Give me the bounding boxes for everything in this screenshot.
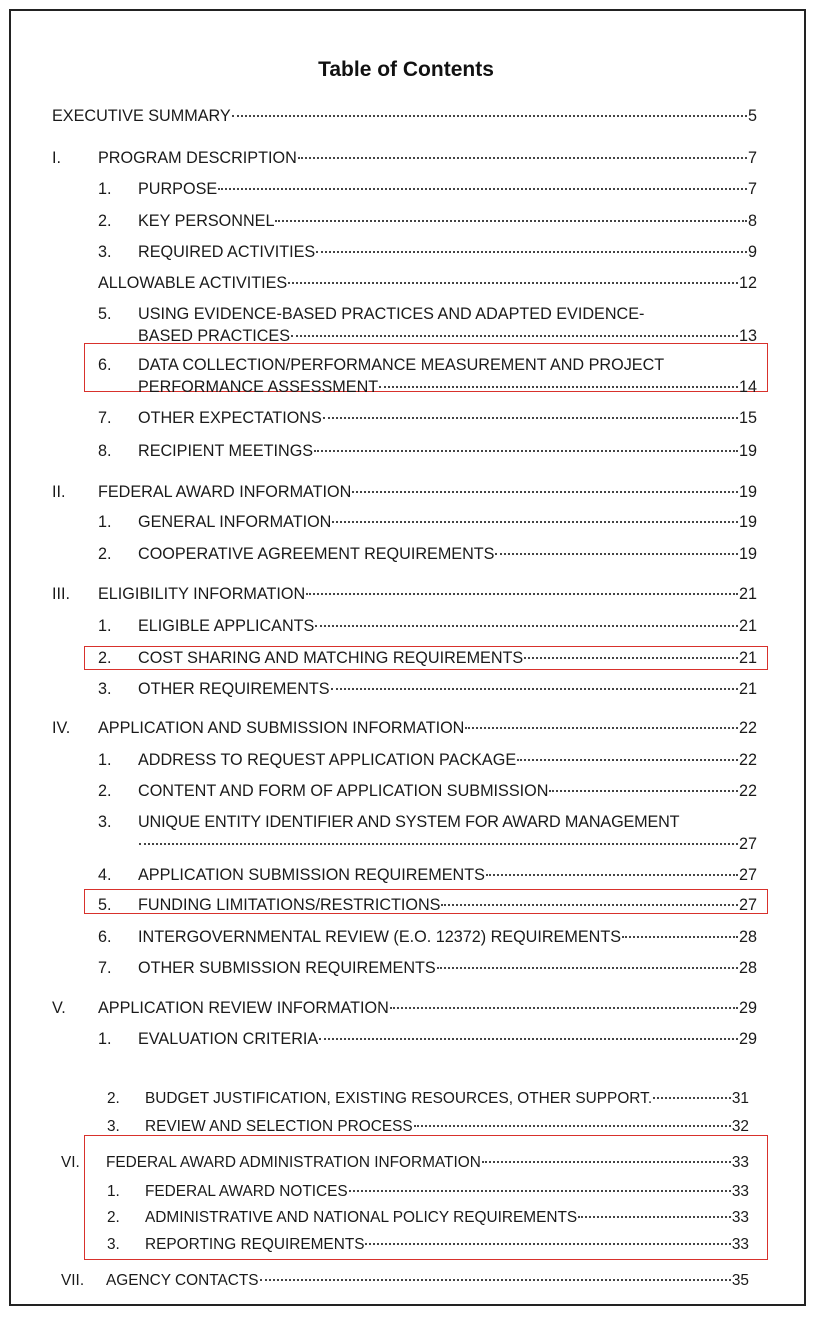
dot-leader	[653, 1083, 731, 1099]
toc-entry-page: 9	[747, 243, 757, 261]
toc-entry-intergovernmental-review[interactable]	[98, 926, 757, 947]
dot-leader	[349, 1176, 731, 1192]
dot-leader	[323, 403, 738, 419]
toc-entry-number: VII.	[61, 1272, 85, 1289]
toc-entry-number: 1.	[98, 513, 112, 531]
dot-leader	[275, 206, 747, 222]
toc-entry-title: PURPOSE	[138, 180, 218, 198]
dot-leader	[622, 922, 738, 938]
toc-entry-number: 8.	[98, 442, 112, 460]
dot-leader	[352, 477, 738, 493]
toc-entry-page: 29	[738, 999, 757, 1017]
toc-entry-page: 21	[738, 617, 757, 635]
toc-entry-page: 8	[747, 212, 757, 230]
dot-leader	[288, 268, 738, 284]
toc-entry-page: 27	[738, 835, 757, 853]
dot-leader	[441, 890, 738, 906]
toc-entry-number: VI.	[61, 1154, 80, 1171]
toc-entry-page: 33	[731, 1154, 749, 1171]
toc-entry-number: 3.	[107, 1236, 120, 1253]
toc-entry-recipient-meetings[interactable]	[98, 440, 757, 461]
toc-entry-other-expectations[interactable]	[98, 407, 757, 428]
dot-leader	[379, 372, 738, 388]
toc-entry-title: APPLICATION SUBMISSION REQUIREMENTS	[138, 866, 485, 884]
toc-entry-number: 7.	[98, 409, 112, 427]
toc-entry-federal-award-notices[interactable]	[107, 1180, 749, 1202]
toc-entry-title: FEDERAL AWARD INFORMATION	[98, 483, 352, 501]
toc-entry-number: 2.	[98, 212, 112, 230]
toc-entry-title: COST SHARING AND MATCHING REQUIREMENTS	[138, 649, 524, 667]
toc-entry-number: 2.	[107, 1209, 120, 1226]
toc-entry-title: COOPERATIVE AGREEMENT REQUIREMENTS	[138, 545, 495, 563]
toc-entry-page: 15	[738, 409, 757, 427]
toc-entry-purpose[interactable]	[98, 178, 757, 199]
dot-leader	[319, 1024, 738, 1040]
page-title: Table of Contents	[318, 58, 494, 81]
toc-entry-title-line2: BASED PRACTICES	[138, 327, 291, 345]
toc-entry-page: 22	[738, 719, 757, 737]
toc-entry-required-activities[interactable]	[98, 241, 757, 262]
toc-entry-title-line1: DATA COLLECTION/PERFORMANCE MEASUREMENT AND PROJECT	[138, 356, 665, 374]
toc-entry-number: 7.	[98, 959, 112, 977]
toc-entry-page: 19	[738, 545, 757, 563]
toc-entry-number: 5.	[98, 305, 112, 323]
toc-entry-cooperative-agreement[interactable]	[98, 543, 757, 564]
toc-entry-funding-limitations[interactable]	[98, 894, 757, 915]
toc-entry-general-information[interactable]	[98, 511, 757, 532]
toc-entry-section-iv[interactable]	[52, 717, 757, 738]
toc-entry-content-and-form[interactable]	[98, 780, 757, 801]
dot-leader	[465, 713, 738, 729]
dot-leader	[331, 674, 738, 690]
toc-entry-number: 3.	[98, 813, 112, 831]
toc-entry-title: OTHER EXPECTATIONS	[138, 409, 322, 427]
toc-entry-title: ADMINISTRATIVE AND NATIONAL POLICY REQUIREMENTS	[145, 1209, 578, 1226]
toc-entry-reporting-requirements[interactable]	[107, 1233, 749, 1255]
toc-entry-title: PROGRAM DESCRIPTION	[98, 149, 297, 167]
dot-leader	[314, 436, 738, 452]
toc-entry-section-ii[interactable]	[52, 481, 757, 502]
toc-entry-page: 33	[731, 1209, 749, 1226]
dot-leader	[495, 539, 738, 555]
toc-entry-number: V.	[52, 999, 66, 1017]
toc-entry-page: 21	[738, 680, 757, 698]
toc-entry-section-vi[interactable]	[61, 1151, 749, 1173]
toc-entry-number: 1.	[98, 751, 112, 769]
toc-entry-page: 31	[731, 1090, 749, 1107]
toc-entry-page: 33	[731, 1183, 749, 1200]
toc-entry-number: 2.	[98, 649, 112, 667]
toc-entry-section-iii[interactable]	[52, 583, 757, 604]
dot-leader	[218, 174, 747, 190]
dot-leader	[524, 643, 738, 659]
toc-entry-allowable-activities[interactable]	[98, 272, 757, 293]
toc-entry-budget-justification[interactable]	[107, 1087, 749, 1109]
toc-entry-page: 27	[738, 866, 757, 884]
toc-entry-title: ELIGIBLE APPLICANTS	[138, 617, 315, 635]
toc-entry-page: 13	[738, 327, 757, 345]
toc-entry-page: 32	[731, 1118, 749, 1135]
toc-entry-title: BUDGET JUSTIFICATION, EXISTING RESOURCES, OTHER SUPPORT.	[145, 1090, 653, 1107]
toc-entry-page: 19	[738, 513, 757, 531]
toc-entry-section-vii[interactable]	[61, 1269, 749, 1291]
toc-entry-number: 5.	[98, 896, 112, 914]
toc-entry-number: 1.	[98, 1030, 112, 1048]
toc-entry-title: EXECUTIVE SUMMARY	[52, 107, 231, 125]
toc-entry-title-line1: USING EVIDENCE-BASED PRACTICES AND ADAPTED EVIDENCE-	[138, 305, 645, 323]
toc-entry-number: I.	[52, 149, 61, 167]
toc-entry-number: 1.	[107, 1183, 120, 1200]
toc-entry-page: 29	[738, 1030, 757, 1048]
toc-entry-eligible-applicants[interactable]	[98, 615, 757, 636]
toc-entry-number: 3.	[98, 680, 112, 698]
toc-entry-title: GENERAL INFORMATION	[138, 513, 332, 531]
toc-entry-unique-entity-identifier[interactable]	[98, 812, 757, 854]
toc-entry-title: APPLICATION REVIEW INFORMATION	[98, 999, 389, 1017]
toc-entry-page: 19	[738, 483, 757, 501]
toc-entry-number: II.	[52, 483, 66, 501]
toc-entry-key-personnel[interactable]	[98, 210, 757, 231]
toc-entry-title: OTHER REQUIREMENTS	[138, 680, 330, 698]
dot-leader	[291, 321, 738, 337]
toc-entry-page: 21	[738, 649, 757, 667]
toc-entry-title: CONTENT AND FORM OF APPLICATION SUBMISSION	[138, 782, 549, 800]
toc-entry-review-and-selection[interactable]	[107, 1115, 749, 1137]
toc-entry-number: 6.	[98, 928, 112, 946]
toc-entry-page: 7	[747, 149, 757, 167]
toc-entry-evaluation-criteria[interactable]	[98, 1028, 757, 1049]
toc-entry-title: INTERGOVERNMENTAL REVIEW (E.O. 12372) REQUIREMENTS	[138, 928, 622, 946]
dot-leader	[517, 745, 738, 761]
toc-entry-address-to-request[interactable]	[98, 749, 757, 770]
dot-leader	[578, 1202, 731, 1218]
dot-leader	[332, 507, 738, 523]
toc-entry-title: REQUIRED ACTIVITIES	[138, 243, 316, 261]
toc-entry-page: 14	[738, 378, 757, 396]
dot-leader	[414, 1111, 731, 1127]
toc-entry-page: 12	[738, 274, 757, 292]
toc-entry-other-submission-requirements[interactable]	[98, 957, 757, 978]
dot-leader	[232, 101, 747, 117]
toc-entry-data-collection[interactable]	[98, 355, 757, 397]
dot-leader	[549, 776, 738, 792]
toc-entry-title: REPORTING REQUIREMENTS	[145, 1236, 365, 1253]
dot-leader	[486, 860, 738, 876]
dot-leader	[315, 611, 738, 627]
toc-entry-title: FEDERAL AWARD NOTICES	[145, 1183, 348, 1200]
toc-entry-application-submission-requirements[interactable]	[98, 864, 757, 885]
toc-entry-number: IV.	[52, 719, 71, 737]
toc-entry-page: 27	[738, 896, 757, 914]
toc-entry-page: 19	[738, 442, 757, 460]
dot-leader	[365, 1229, 730, 1245]
toc-entry-evidence-based-practices[interactable]	[98, 304, 757, 346]
toc-entry-administrative-policy[interactable]	[107, 1206, 749, 1228]
toc-entry-section-v[interactable]	[52, 997, 757, 1018]
toc-entry-number: 6.	[98, 356, 112, 374]
dot-leader	[482, 1147, 731, 1163]
toc-entry-title: ELIGIBILITY INFORMATION	[98, 585, 306, 603]
toc-entry-page: 35	[731, 1272, 749, 1289]
toc-entry-number: III.	[52, 585, 70, 603]
toc-entry-number: 3.	[98, 243, 112, 261]
toc-entry-other-requirements[interactable]	[98, 678, 757, 699]
dot-leader	[390, 993, 738, 1009]
toc-entry-title: APPLICATION AND SUBMISSION INFORMATION	[98, 719, 465, 737]
toc-entry-title: OTHER SUBMISSION REQUIREMENTS	[138, 959, 436, 977]
toc-entry-number: 2.	[107, 1090, 120, 1107]
dot-leader	[306, 579, 738, 595]
dot-leader	[437, 953, 738, 969]
toc-entry-cost-sharing[interactable]	[98, 647, 757, 668]
toc-entry-number: 2.	[98, 545, 112, 563]
toc-entry-number: 2.	[98, 782, 112, 800]
toc-entry-title: FUNDING LIMITATIONS/RESTRICTIONS	[138, 896, 441, 914]
toc-entry-title-line1: UNIQUE ENTITY IDENTIFIER AND SYSTEM FOR AWARD MANAGEMENT	[138, 813, 680, 831]
dot-leader	[260, 1265, 731, 1281]
toc-entry-page: 28	[738, 928, 757, 946]
toc-entry-page: 22	[738, 751, 757, 769]
toc-entry-section-i[interactable]	[52, 147, 757, 168]
toc-entry-title: AGENCY CONTACTS	[106, 1272, 259, 1289]
toc-entry-number: 3.	[107, 1118, 120, 1135]
toc-entry-number: 1.	[98, 617, 112, 635]
toc-entry-title: ALLOWABLE ACTIVITIES	[98, 274, 288, 292]
dot-leader	[298, 143, 747, 159]
toc-entry-title-line2: PERFORMANCE ASSESSMENT	[138, 378, 379, 396]
toc-entry-executive-summary[interactable]	[52, 105, 757, 126]
toc-entry-title: REVIEW AND SELECTION PROCESS	[145, 1118, 413, 1135]
toc-entry-page: 7	[747, 180, 757, 198]
toc-entry-page: 22	[738, 782, 757, 800]
toc-entry-number: 4.	[98, 866, 112, 884]
toc-entry-page: 28	[738, 959, 757, 977]
dot-leader	[316, 237, 747, 253]
toc-entry-title: KEY PERSONNEL	[138, 212, 275, 230]
toc-entry-number: 1.	[98, 180, 112, 198]
toc-entry-title: EVALUATION CRITERIA	[138, 1030, 319, 1048]
toc-entry-page: 21	[738, 585, 757, 603]
dot-leader	[139, 829, 738, 845]
toc-entry-title: FEDERAL AWARD ADMINISTRATION INFORMATION	[106, 1154, 481, 1171]
toc-entry-page: 33	[731, 1236, 749, 1253]
toc-entry-title: RECIPIENT MEETINGS	[138, 442, 314, 460]
toc-entry-page: 5	[747, 107, 757, 125]
toc-entry-title: ADDRESS TO REQUEST APPLICATION PACKAGE	[138, 751, 517, 769]
